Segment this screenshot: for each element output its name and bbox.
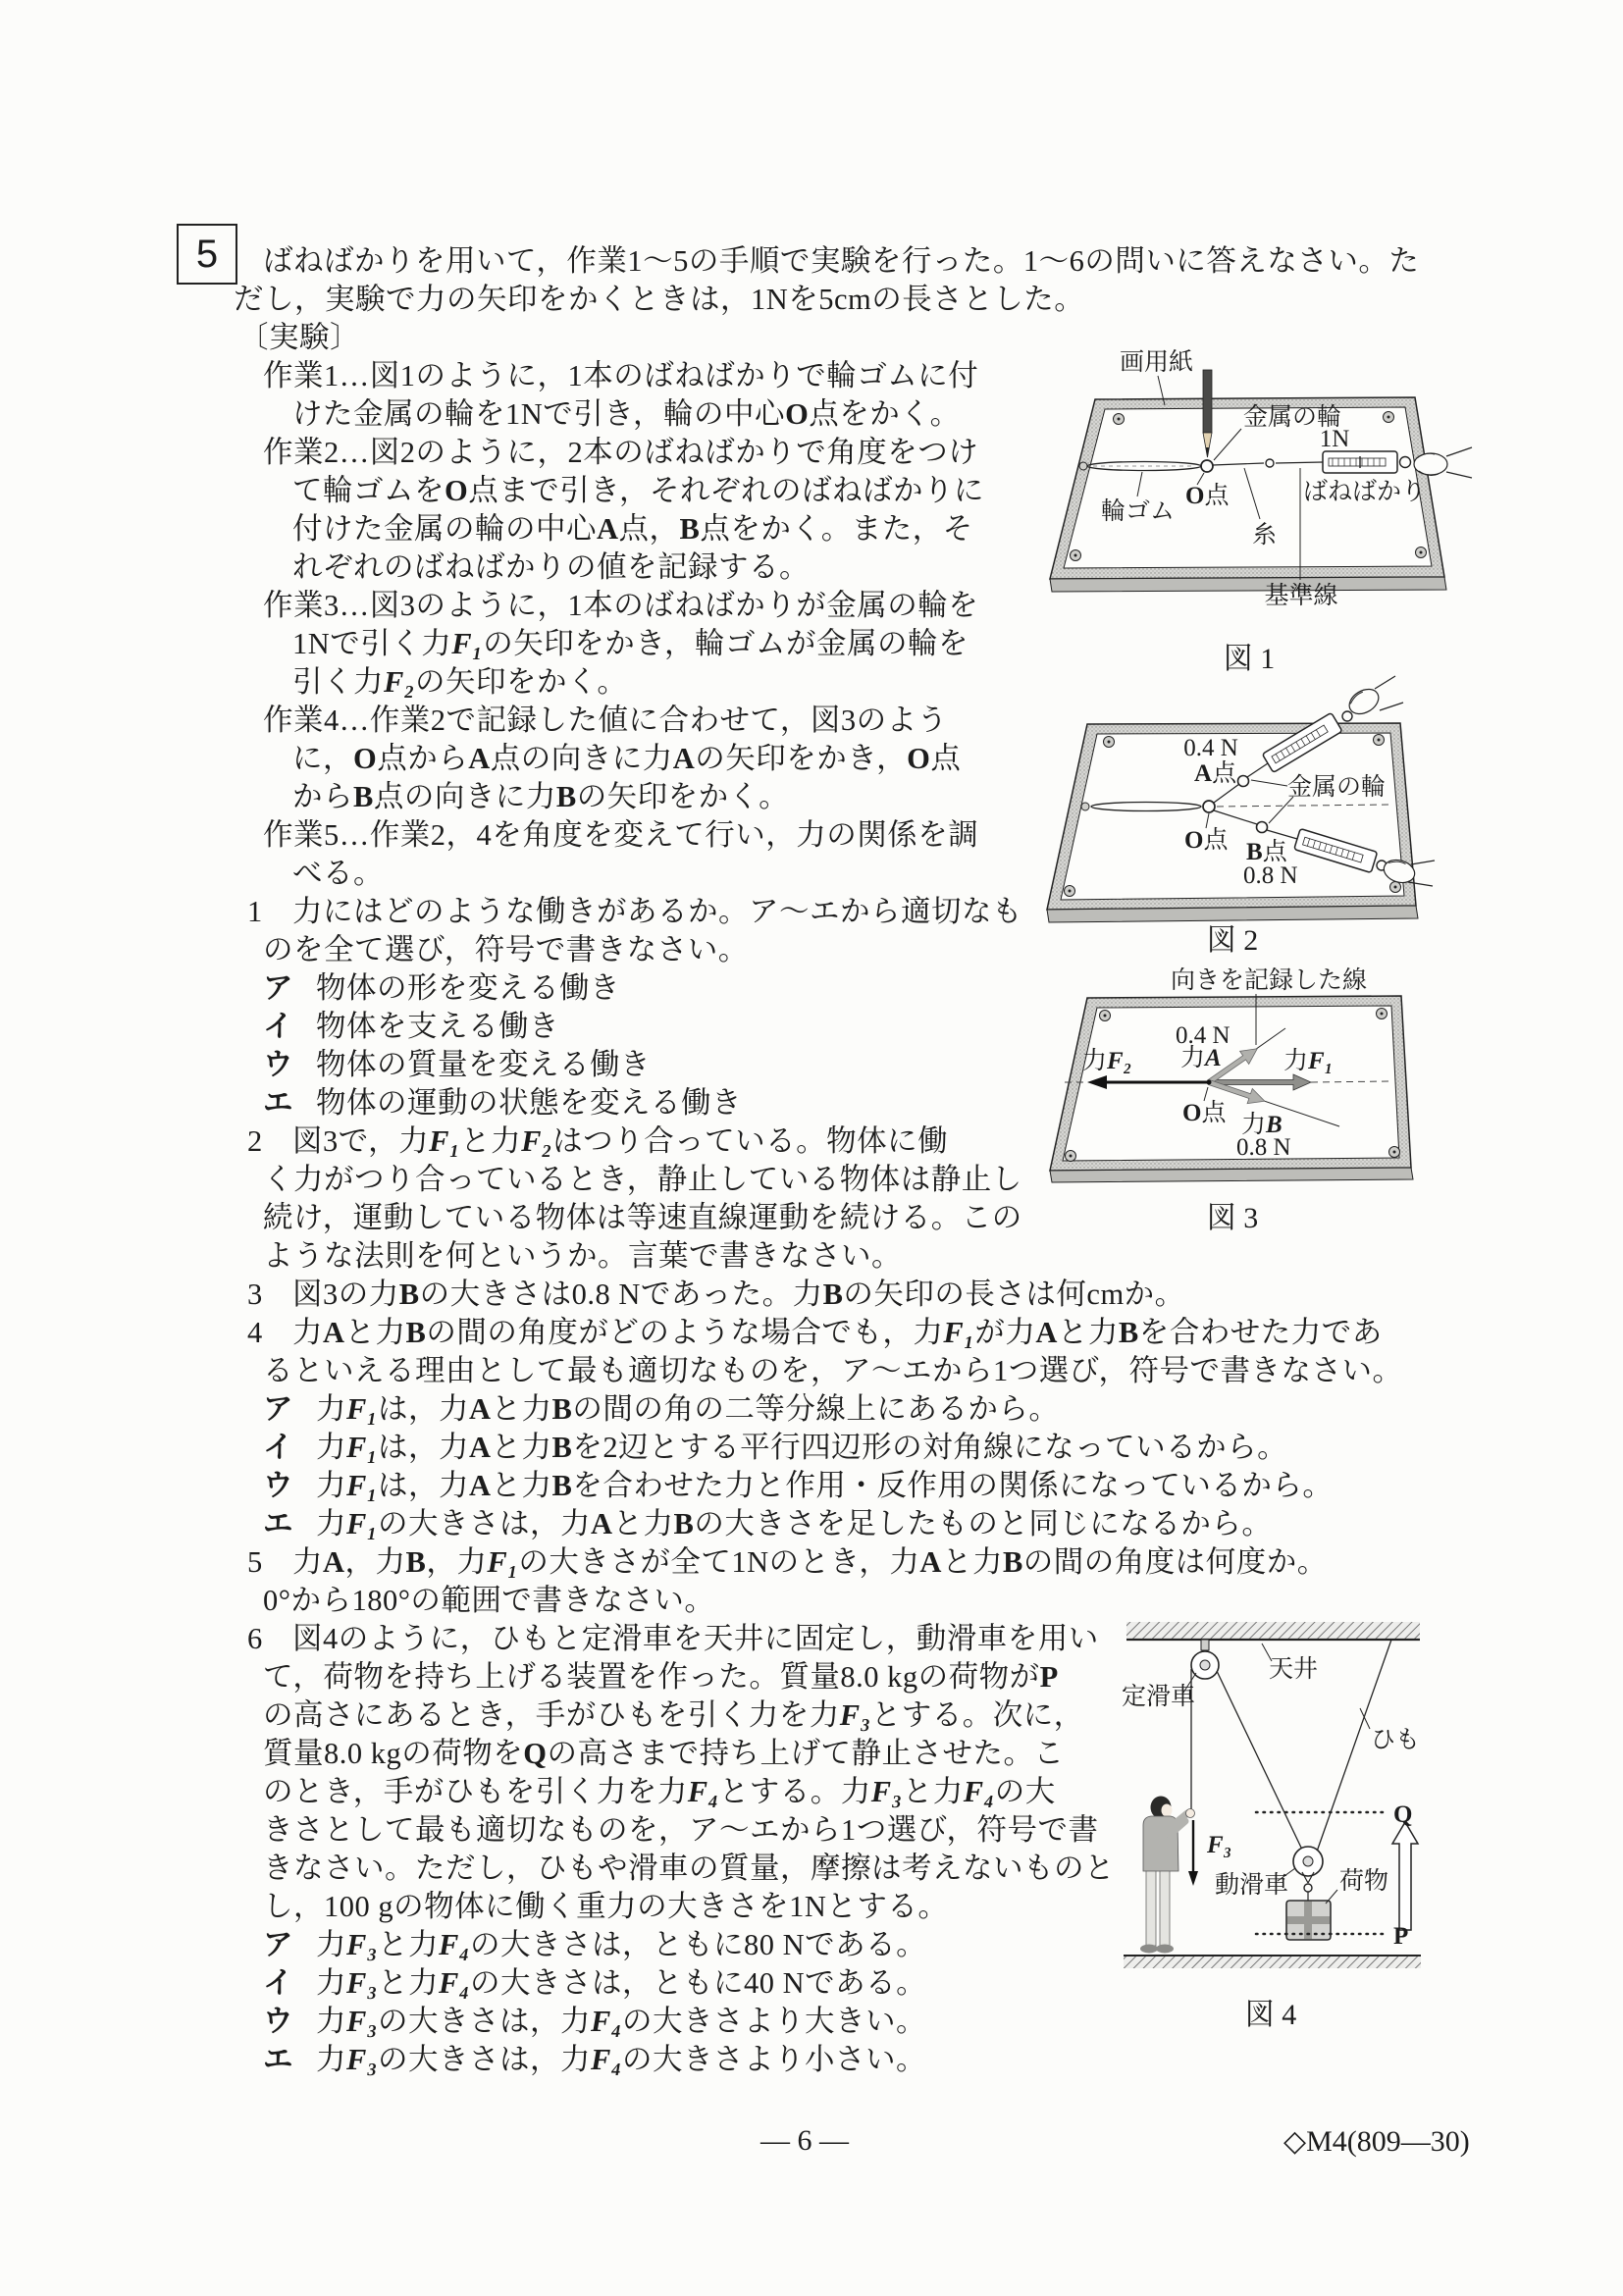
- scale-ring-upper: [1342, 711, 1352, 721]
- option-text: 力F₃の大きさは，力F₄の大きさより大きい。: [316, 2005, 926, 2038]
- label-ceiling: 天井: [1269, 1656, 1319, 1683]
- point-o-dot: [1207, 1080, 1212, 1085]
- question-line: [0, 1314, 1623, 1352]
- question-text: 力Aと力Bの間の角度がどのような場合でも，力F₁が力Aと力Bを合わせた力であ: [292, 1316, 1383, 1349]
- label-1n: 1N: [1319, 426, 1350, 452]
- pushpin-icon: [1066, 1151, 1076, 1162]
- pushpin-icon: [1114, 414, 1125, 425]
- option-text: 力F₃と力F₄の大きさは，ともに40 Nである。: [316, 1966, 927, 2000]
- band-pin: [1079, 462, 1087, 470]
- question-text: 図3で，力F₁と力F₂はつり合っている。物体に働: [292, 1124, 949, 1158]
- option-label: ア: [263, 971, 293, 1005]
- task-line: 作業2…図2のように，2本のばねばかりで角度をつけ: [263, 436, 979, 469]
- task-line: に，O点からA点の向きに力Aの矢印をかき，O点: [292, 742, 962, 775]
- question-line: ような法則を何というか。言葉で書きなさい。: [263, 1239, 902, 1273]
- question-line: 0°から180°の範囲で書きなさい。: [263, 1584, 715, 1617]
- option-line: [0, 1390, 1623, 1429]
- question-number: 4: [247, 1316, 263, 1349]
- question-line: [0, 1543, 1623, 1582]
- pushpin-icon: [1390, 882, 1401, 893]
- experiment-label: 〔実験〕: [238, 321, 360, 354]
- question-line: るといえる理由として最も適切なものを，ア～エから1つ選び，符号で書きなさい。: [263, 1354, 1403, 1387]
- figure-2: [1040, 675, 1531, 986]
- question-number: 1: [247, 895, 263, 928]
- question-line: のを全て選び，符号で書きなさい。: [263, 933, 749, 966]
- question-line: きなさい。ただし，ひもや滑車の質量，摩擦は考えないものと: [263, 1852, 1115, 1885]
- label-force-a: 力A: [1180, 1045, 1222, 1071]
- pushpin-icon: [1416, 548, 1427, 558]
- option-text: 物体の質量を変える働き: [316, 1048, 651, 1081]
- floor-hatch: [1124, 1957, 1421, 1968]
- question-text: 図4のように，ひもと定滑車を天井に固定し，動滑車を用い: [292, 1622, 1099, 1655]
- question-line: 続け，運動している物体は等速直線運動を続ける。この: [263, 1201, 1022, 1234]
- option-text: 力F₁の大きさは，力Aと力Bの大きさを足したものと同じになるから。: [316, 1507, 1273, 1540]
- label-point-o: O点: [1184, 827, 1229, 854]
- task-line: れぞれのばねばかりの値を記録する。: [292, 550, 810, 584]
- figure-caption: 図 4: [1244, 1999, 1297, 2031]
- pulley-mount: [1201, 1640, 1209, 1650]
- document-code: ◇M4(809—30): [1283, 2125, 1470, 2158]
- label-point-o: O点: [1182, 1100, 1227, 1126]
- task-line: 引く力F₂の矢印をかく。: [292, 665, 628, 699]
- option-text: 物体の運動の状態を変える働き: [316, 1086, 742, 1120]
- label-band: 輪ゴム: [1101, 498, 1176, 525]
- label-f1: 力F₁: [1283, 1048, 1334, 1074]
- figure-1: [1040, 289, 1521, 687]
- label-point-a: A点: [1194, 760, 1237, 787]
- label-fixed-pulley: 定滑車: [1122, 1684, 1196, 1710]
- option-label: ウ: [263, 2005, 293, 2038]
- label-04n: 0.4 N: [1176, 1022, 1230, 1049]
- option-text: 力F₁は，力Aと力Bを合わせた力と作用・反作用の関係になっているから。: [316, 1469, 1334, 1502]
- pushpin-icon: [1384, 412, 1394, 423]
- intro-line: ばねばかりを用いて，作業1～5の手順で実験を行った。1～6の問いに答えなさい。た: [263, 244, 1420, 278]
- label-08n: 0.8 N: [1243, 862, 1298, 889]
- figure-caption: 図 3: [1206, 1202, 1259, 1234]
- option-label: イ: [263, 1010, 293, 1043]
- option-label: イ: [263, 1966, 293, 2000]
- figure-3: [1040, 966, 1531, 1266]
- label-rope: ひも: [1371, 1727, 1421, 1753]
- question-line: く力がつり合っているとき，静止している物体は静止し: [263, 1163, 1022, 1196]
- label-point-o: O点: [1185, 483, 1230, 509]
- label-p: P: [1393, 1923, 1409, 1950]
- rope-middle: [1217, 1671, 1302, 1850]
- option-label: イ: [263, 1431, 293, 1464]
- figure-4: [1060, 1614, 1531, 2051]
- option-line: [0, 1429, 1623, 1467]
- board-thickness: [1050, 1168, 1413, 1182]
- task-line: 作業3…図3のように，1本のばねばかりが金属の輪を: [263, 589, 979, 622]
- task-line: 付けた金属の輪の中心A点，B点をかく。また，そ: [292, 512, 973, 546]
- option-label: エ: [263, 1086, 293, 1120]
- option-label: ウ: [263, 1048, 293, 1081]
- label-thread: 糸: [1252, 522, 1278, 548]
- label-04n: 0.4 N: [1183, 735, 1238, 761]
- task-line: 作業4…作業2で記録した値に合わせて，図3のよう: [263, 704, 948, 737]
- option-text: 物体を支える働き: [316, 1010, 559, 1043]
- task-line: 1Nで引く力F₁の矢印をかき，輪ゴムが金属の輪を: [292, 627, 969, 660]
- question-number-box: 5: [177, 224, 237, 285]
- label-q: Q: [1393, 1801, 1413, 1828]
- force-f3-arrow: [1188, 1820, 1198, 1886]
- task-line: べる。: [292, 857, 384, 890]
- label-08n: 0.8 N: [1236, 1134, 1291, 1161]
- label-load: 荷物: [1339, 1868, 1389, 1895]
- label-movable-pulley: 動滑車: [1215, 1872, 1289, 1899]
- task-line: からB点の向きに力Bの矢印をかく。: [292, 780, 790, 813]
- question-number: 3: [247, 1278, 263, 1311]
- leader-line: [1326, 1890, 1337, 1904]
- option-text: 力F₁は，力Aと力Bを2辺とする平行四辺形の対角線になっているから。: [316, 1431, 1288, 1464]
- question-line: 質量8.0 kgの荷物をQの高さまで持ち上げて静止させた。こ: [263, 1737, 1065, 1770]
- question-number: 5: [247, 1545, 263, 1579]
- band-pin: [1081, 803, 1089, 810]
- ceiling: [1126, 1622, 1420, 1640]
- figure-caption: 図 1: [1223, 643, 1276, 675]
- label-f3: F₃: [1207, 1832, 1232, 1858]
- task-line: 作業5…作業2，4を角度を変えて行い，力の関係を調: [263, 818, 979, 852]
- option-label: ウ: [263, 1469, 293, 1502]
- pushpin-icon: [1065, 886, 1075, 897]
- pushpin-icon: [1104, 737, 1115, 748]
- question-line: [0, 1276, 1623, 1314]
- question-text: 力にはどのような働きがあるか。ア～エから適切なも: [292, 895, 1022, 928]
- label-scale: ばねばかり: [1303, 479, 1427, 505]
- pushpin-icon: [1374, 735, 1385, 746]
- question-number: 2: [247, 1124, 263, 1158]
- pushpin-icon: [1071, 550, 1081, 561]
- up-arrow: [1392, 1822, 1418, 1930]
- option-label: エ: [263, 2043, 293, 2076]
- task-line: て輪ゴムをO点まで引き，それぞれのばねばかりに: [292, 474, 985, 507]
- board-thickness: [1050, 577, 1446, 592]
- option-label: ア: [263, 1928, 293, 1961]
- spring-scale: [1323, 451, 1397, 473]
- label-point-b: B点: [1246, 839, 1287, 865]
- pushpin-icon: [1100, 1011, 1111, 1021]
- question-line: きさとして最も適切なものを，ア～エから1つ選び，符号で書: [263, 1813, 1099, 1847]
- task-line: 作業1…図1のように，1本のばねばかりで輪ゴムに付: [263, 359, 979, 392]
- question-number: 6: [247, 1622, 263, 1655]
- figure-caption: 図 2: [1206, 924, 1259, 957]
- label-paper: 画用紙: [1120, 349, 1194, 376]
- option-text: 物体の形を変える働き: [316, 971, 620, 1005]
- option-text: 力F₃と力F₄の大きさは，ともに80 Nである。: [316, 1928, 927, 1961]
- person-figure: [1140, 1797, 1195, 1954]
- question-text: 図3の力Bの大きさは0.8 Nであった。力Bの矢印の長さは何cmか。: [292, 1278, 1185, 1311]
- page-number: — 6 —: [760, 2124, 849, 2157]
- option-label: ア: [263, 1392, 293, 1426]
- option-line: [0, 1467, 1623, 1505]
- label-force-b: 力B: [1241, 1112, 1283, 1138]
- option-line: [0, 1505, 1623, 1543]
- label-f2: 力F₂: [1082, 1048, 1132, 1074]
- label-recorded-line: 向きを記録した線: [1171, 967, 1368, 994]
- task-line: けた金属の輪を1Nで引き，輪の中心O点をかく。: [292, 397, 961, 431]
- question-line: のとき，手がひもを引く力を力F₄とする。力F₃と力F₄の大: [263, 1775, 1056, 1808]
- option-text: 力F₃の大きさは，力F₄の大きさより小さい。: [316, 2043, 926, 2076]
- question-line: し，100 gの物体に働く重力の大きさを1Nとする。: [263, 1890, 949, 1923]
- question-line: の高さにあるとき，手がひもを引く力を力F₃とする。次に，: [263, 1698, 1084, 1732]
- label-ring: 金属の輪: [1243, 404, 1342, 431]
- label-ring: 金属の輪: [1287, 774, 1387, 801]
- question-text: 力A，力B，力F₁の大きさが全て1Nのとき，力Aと力Bの間の角度は何度か。: [292, 1545, 1328, 1579]
- pushpin-icon: [1377, 1009, 1387, 1019]
- option-label: エ: [263, 1507, 293, 1540]
- question-line: て，荷物を持ち上げる装置を作った。質量8.0 kgの荷物がP: [263, 1660, 1059, 1694]
- intro-line: だし，実験で力の矢印をかくときは，1Nを5cmの長さとした。: [234, 283, 1085, 316]
- option-text: 力F₁は，力Aと力Bの間の角の二等分線上にあるから。: [316, 1392, 1060, 1426]
- pushpin-icon: [1389, 1147, 1400, 1158]
- label-ref-line: 基準線: [1264, 583, 1338, 609]
